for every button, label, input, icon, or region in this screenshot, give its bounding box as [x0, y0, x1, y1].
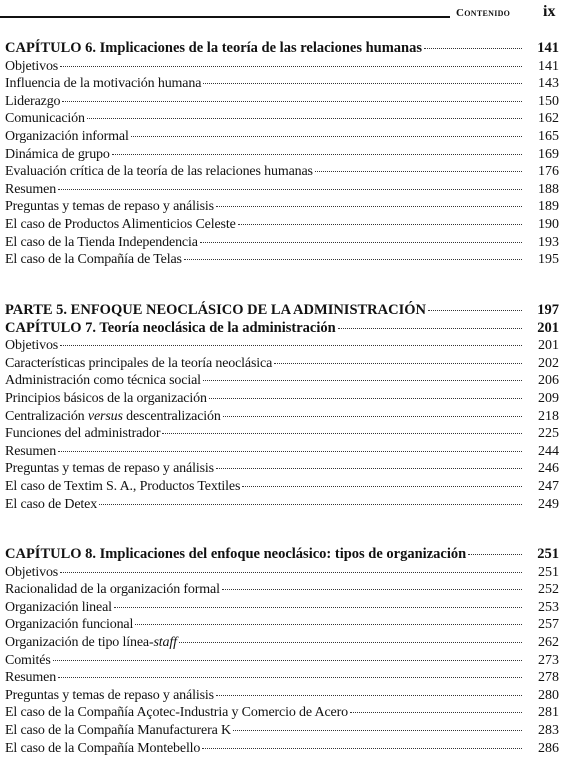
toc-entry [5, 616, 559, 634]
toc-entry-title: Objetivos [5, 564, 59, 580]
toc-entry [5, 93, 559, 111]
toc-entry [5, 58, 559, 76]
toc-heading [5, 40, 559, 58]
dot-leader [222, 589, 522, 590]
toc-page-number: 201 [537, 319, 559, 336]
toc-page-number: 244 [538, 443, 559, 459]
toc-entry [5, 564, 559, 582]
dot-leader [202, 748, 522, 749]
toc-entry-title: El caso de la Compañía Açotec-Industria y Comercio de Acero [5, 705, 348, 721]
toc-page-number: 209 [538, 390, 559, 406]
toc-entry [5, 146, 559, 164]
toc-page-number: 251 [538, 564, 559, 580]
toc-entry [5, 128, 559, 146]
toc-entry [5, 652, 559, 670]
toc-page-number: 249 [538, 496, 559, 512]
dot-leader [428, 310, 522, 311]
toc-page-number: 193 [538, 234, 559, 250]
toc-entry [5, 198, 559, 216]
toc-entry-title: Resumen [5, 670, 57, 686]
toc-page-number: 218 [538, 408, 559, 424]
toc-entry-title: El caso de Detex [5, 496, 98, 512]
toc-entry-title: Organización de tipo línea-staff [5, 634, 177, 650]
toc-entry-title: Preguntas y temas de repaso y análisis [5, 461, 214, 477]
dot-leader [87, 118, 522, 119]
toc-entry-title: Influencia de la motivación humana [5, 76, 202, 92]
dot-leader [60, 66, 522, 67]
toc-entry-title: Resumen [5, 443, 57, 459]
toc-page-number: 283 [538, 722, 559, 738]
toc-page-number: 165 [538, 128, 559, 144]
toc-entry-title: El caso de la Compañía Manufacturera K [5, 722, 231, 738]
dot-leader [242, 486, 522, 487]
toc-heading [5, 546, 559, 564]
toc-section-chapter-6 [5, 40, 559, 269]
toc-entry-title: Organización lineal [5, 599, 112, 615]
toc-entry [5, 390, 559, 408]
toc-entry-title: Organización funcional [5, 617, 134, 633]
toc-entry-title: Preguntas y temas de repaso y análisis [5, 199, 214, 215]
dot-leader [203, 83, 522, 84]
toc-page-number: 286 [538, 740, 559, 756]
toc-entry [5, 355, 559, 373]
page-number: ix [543, 3, 556, 20]
toc-page-number: 169 [538, 146, 559, 162]
toc-entry [5, 740, 559, 758]
toc-page-number: 280 [538, 687, 559, 703]
toc-entry-title: Características principales de la teoría neoclásica [5, 355, 273, 371]
toc-page-number: 162 [538, 111, 559, 127]
toc-page-number: 262 [538, 634, 559, 650]
header-label: Contenido [456, 7, 511, 19]
toc-page-number: 190 [538, 216, 559, 232]
toc-entry-title: Administración como técnica social [5, 373, 201, 389]
dot-leader [114, 607, 522, 608]
italic-term: staff [153, 634, 177, 650]
toc-entry-title: Resumen [5, 181, 57, 197]
toc-entry [5, 163, 559, 181]
toc-entry [5, 460, 559, 478]
toc-page-number: 201 [538, 338, 559, 354]
dot-leader [216, 695, 522, 696]
dot-leader [203, 380, 522, 381]
toc-entry-title: El caso de la Tienda Independencia [5, 234, 198, 250]
toc-page-number: 246 [538, 461, 559, 477]
toc-entry-title: Principios básicos de la organización [5, 390, 207, 406]
toc-entry-title: Objetivos [5, 338, 59, 354]
dot-leader [209, 398, 522, 399]
toc-entry-title: Comités [5, 652, 51, 668]
italic-term: versus [87, 408, 123, 424]
toc-entry-title: Dinámica de grupo [5, 146, 110, 162]
toc-entry [5, 181, 559, 199]
toc-entry [5, 634, 559, 652]
toc-entry-title: Funciones del administrador [5, 426, 161, 442]
toc-entry [5, 581, 559, 599]
toc-entry [5, 443, 559, 461]
toc-page-number: 141 [538, 58, 559, 74]
toc-entry [5, 687, 559, 705]
dot-leader [53, 660, 522, 661]
dot-leader [60, 345, 522, 346]
toc-page-number: 273 [538, 652, 559, 668]
dot-leader [315, 171, 522, 172]
toc-entry-title: Liderazgo [5, 93, 61, 109]
toc-entry [5, 110, 559, 128]
dot-leader [223, 416, 522, 417]
dot-leader [135, 624, 522, 625]
toc-entry-title: El caso de Textim S. A., Productos Textiles [5, 478, 241, 494]
toc-page-number: 143 [538, 76, 559, 92]
toc-entry [5, 425, 559, 443]
toc-page-number: 247 [538, 478, 559, 494]
toc-page-number: 257 [538, 617, 559, 633]
running-header [0, 0, 566, 26]
toc-page-number: 225 [538, 426, 559, 442]
dot-leader [338, 328, 522, 329]
dot-leader [99, 504, 522, 505]
dot-leader [468, 554, 522, 555]
dot-leader [60, 572, 522, 573]
toc-page-number: 141 [537, 40, 559, 56]
toc-page-number: 278 [538, 670, 559, 686]
toc-entry-title: Racionalidad de la organización formal [5, 582, 220, 598]
toc-entry-title: El caso de la Compañía de Telas [5, 252, 182, 268]
toc-entry [5, 234, 559, 252]
toc-page-number: 206 [538, 373, 559, 389]
toc-page-number: 150 [538, 93, 559, 109]
toc-entry [5, 216, 559, 234]
toc-entry [5, 496, 559, 514]
toc-entry [5, 722, 559, 740]
toc-entry [5, 599, 559, 617]
dot-leader [184, 259, 522, 260]
toc-section-part-5 [5, 302, 559, 513]
toc-page-number: 252 [538, 582, 559, 598]
toc-entry-title: Evaluación crítica de la teoría de las relaciones humanas [5, 164, 313, 180]
toc-entry-title: Preguntas y temas de repaso y análisis [5, 687, 214, 703]
toc-page-number: 188 [538, 181, 559, 197]
toc-entry [5, 478, 559, 496]
toc-entry [5, 251, 559, 269]
toc-entry [5, 408, 559, 426]
dot-leader [350, 712, 522, 713]
dot-leader [62, 101, 522, 102]
toc-page-number: 189 [538, 199, 559, 215]
dot-leader [58, 189, 522, 190]
dot-leader [216, 206, 522, 207]
toc-entry-title: Organización informal [5, 128, 129, 144]
dot-leader [233, 730, 522, 731]
toc-page-number: 253 [538, 599, 559, 615]
dot-leader [58, 677, 522, 678]
dot-leader [216, 468, 522, 469]
toc-entry-title: CAPÍTULO 6. Implicaciones de la teoría de las relaciones humanas [5, 40, 423, 56]
toc-page-number: 251 [537, 546, 559, 562]
toc-entry-title: Comunicación [5, 111, 85, 127]
dot-leader [58, 451, 522, 452]
toc-entry [5, 372, 559, 390]
toc-section-chapter-8 [5, 546, 559, 757]
toc-page-number: 197 [537, 302, 559, 318]
toc-entry-title: El caso de la Compañía Montebello [5, 740, 201, 756]
toc-entry-title: CAPÍTULO 7. Teoría neoclásica de la administración [5, 319, 336, 336]
dot-leader [162, 433, 522, 434]
toc-heading [5, 302, 559, 320]
dot-leader [238, 224, 522, 225]
toc-entry-title: Centralización versus descentralización [5, 408, 221, 424]
toc-entry-title: CAPÍTULO 8. Implicaciones del enfoque neoclásico: tipos de organización [5, 546, 467, 562]
dot-leader [274, 363, 522, 364]
toc-heading [5, 320, 559, 338]
toc-entry [5, 704, 559, 722]
toc-entry [5, 75, 559, 93]
toc-page-number: 176 [538, 164, 559, 180]
toc-entry-title: Objetivos [5, 58, 59, 74]
toc-entry-title: El caso de Productos Alimenticios Celeste [5, 216, 236, 232]
toc-entry [5, 337, 559, 355]
toc-page-number: 281 [538, 705, 559, 721]
dot-leader [200, 242, 522, 243]
dot-leader [179, 642, 522, 643]
toc-entry [5, 669, 559, 687]
toc-page-number: 195 [538, 252, 559, 268]
dot-leader [131, 136, 522, 137]
header-rule [0, 16, 450, 18]
dot-leader [112, 154, 522, 155]
toc-page-number: 202 [538, 355, 559, 371]
dot-leader [424, 48, 522, 49]
toc-entry-title: PARTE 5. ENFOQUE NEOCLÁSICO DE LA ADMINISTRACIÓN [5, 302, 426, 318]
